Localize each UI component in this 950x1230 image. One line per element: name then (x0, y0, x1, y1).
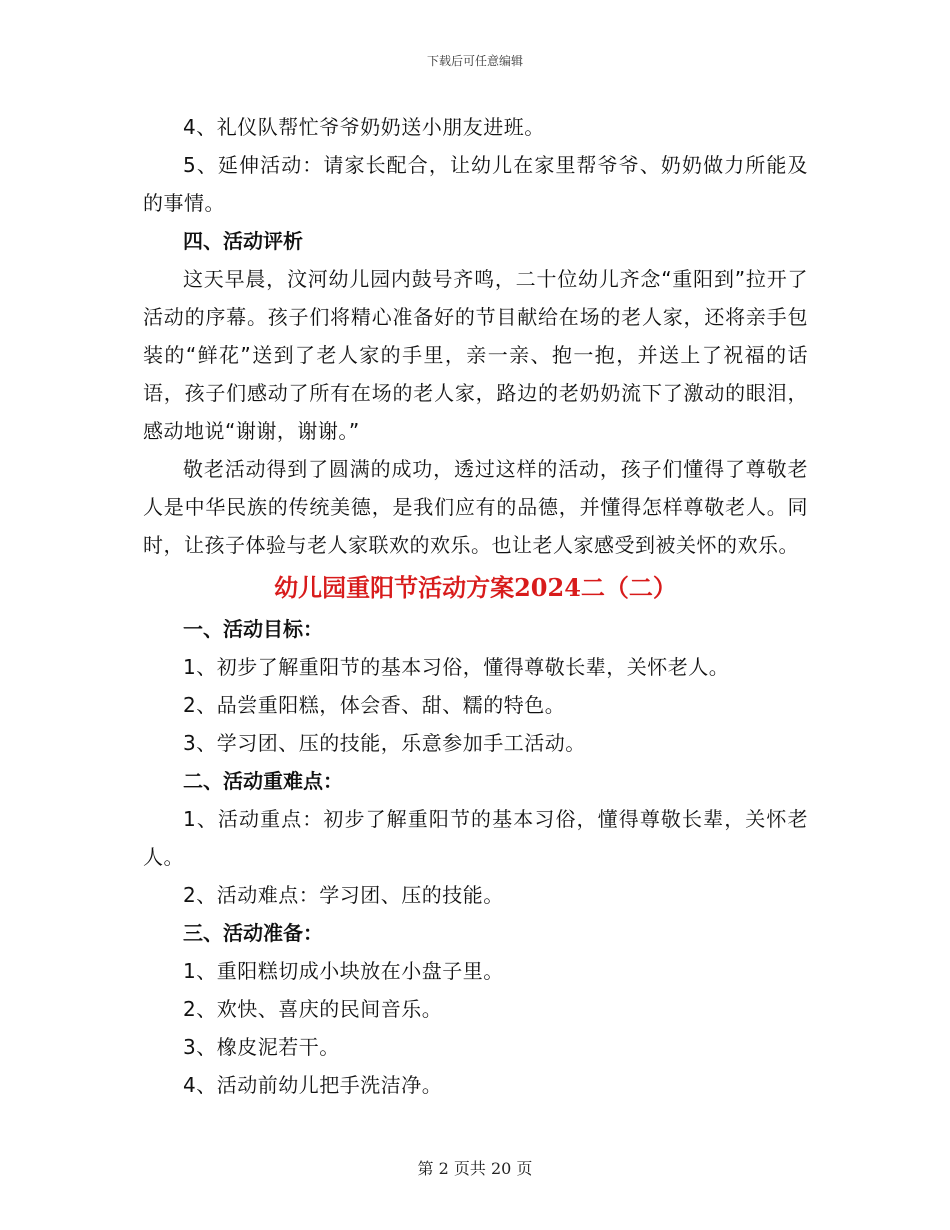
page-footer: 第 2 页共 20 页 (417, 1159, 533, 1178)
prep-item-4: 4、活动前幼儿把手洗洁净。 (183, 1073, 443, 1097)
goal-item-3: 3、学习团、压的技能，乐意参加手工活动。 (183, 731, 586, 755)
prep-item-1: 1、重阳糕切成小块放在小盘子里。 (183, 959, 504, 983)
goal-item-2: 2、品尝重阳糕，体会香、甜、糯的特色。 (183, 693, 566, 717)
heading-key-points: 二、活动重难点： (183, 769, 343, 793)
paragraph-step-4: 4、礼仪队帮忙爷爷奶奶送小朋友进班。 (183, 115, 545, 139)
heading-preparation: 三、活动准备： (183, 921, 323, 945)
paragraph-step-5: 5、延伸活动：请家长配合，让幼儿在家里帮爷爷、奶奶做力所能及的事情。 (143, 153, 808, 215)
heading-activity-goals: 一、活动目标： (183, 617, 323, 641)
document-body (143, 108, 808, 1104)
page-header: 下载后可任意编辑 (426, 54, 523, 68)
section-title: 幼儿园重阳节活动方案2024二（二） (274, 573, 677, 602)
prep-item-3: 3、橡皮泥若干。 (183, 1035, 340, 1059)
key-point-item-2: 2、活动难点：学习团、压的技能。 (183, 883, 504, 907)
paragraph-evaluation-2: 敬老活动得到了圆满的成功，透过这样的活动，孩子们懂得了尊敬老人是中华民族的传统美德，是我们应有的品德，并懂得怎样尊敬老人。同时，让孩子体验与老人家联欢的欢乐。也让老人家感受到被关怀的欢乐。 (143, 457, 808, 557)
heading-activity-evaluation: 四、活动评析 (183, 229, 303, 253)
paragraph-evaluation-1: 这天早晨，汶河幼儿园内鼓号齐鸣，二十位幼儿齐念“重阳到”拉开了活动的序幕。孩子们将精心准备好的节目献给在场的老人家，还将亲手包装的“鲜花”送到了老人家的手里，亲一亲、抱一抱，并送上了祝福的话语，孩子们感动了所有在场的老人家，路边的老奶奶流下了激动的眼泪，感动地说“谢谢，谢谢。” (143, 267, 808, 443)
prep-item-2: 2、欢快、喜庆的民间音乐。 (183, 997, 443, 1021)
key-point-item-1: 1、活动重点：初步了解重阳节的基本习俗，懂得尊敬长辈，关怀老人。 (143, 807, 808, 869)
goal-item-1: 1、初步了解重阳节的基本习俗，懂得尊敬长辈，关怀老人。 (183, 655, 730, 679)
